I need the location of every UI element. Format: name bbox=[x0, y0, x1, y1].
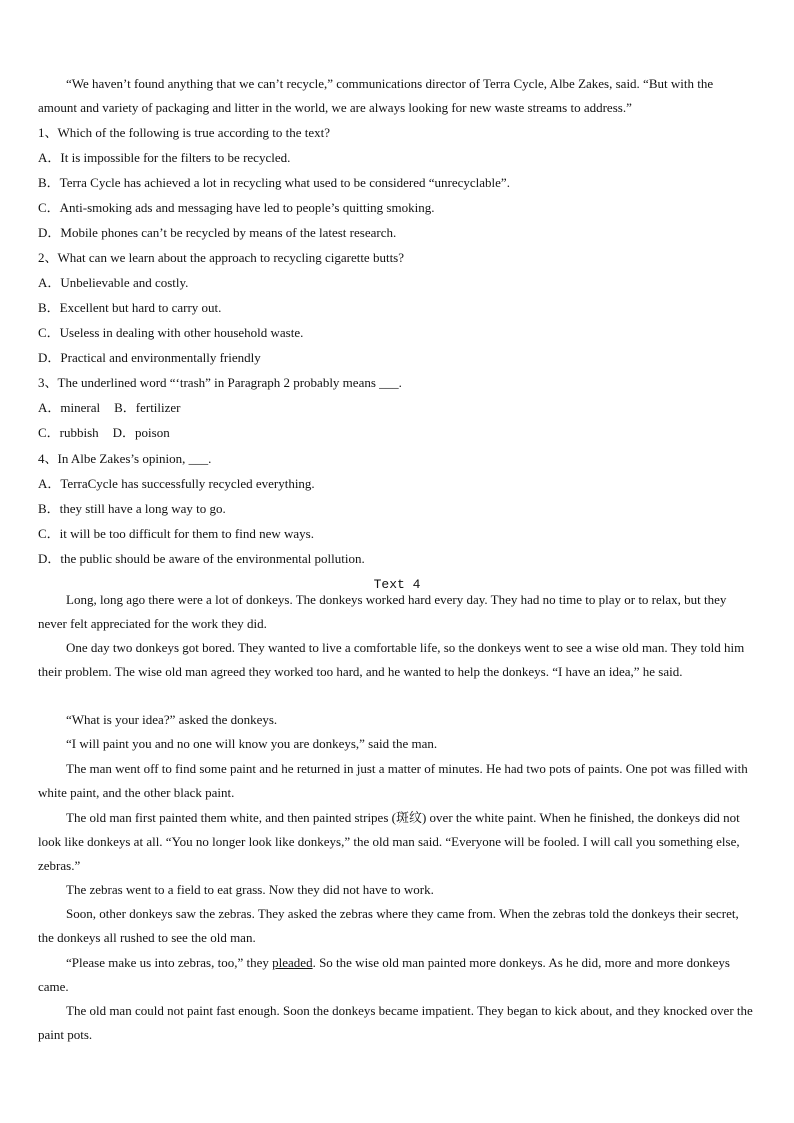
question-4-option-a: A．TerraCycle has successfully recycled everything. bbox=[38, 476, 315, 491]
text-4-paragraph-1: Long, long ago there were a lot of donkeys. The donkeys worked hard every day. They had no time to play or to relax, but they never felt appreciated for the work they did. bbox=[38, 592, 727, 631]
text-4-paragraph-5: The man went off to find some paint and he returned in just a matter of minutes. He had two pots of paints. One pot was filled with white paint, and the other black paint. bbox=[38, 761, 748, 800]
question-3-options-row-1 bbox=[38, 396, 754, 420]
text-4-paragraph-6: The old man first painted them white, and then painted stripes (斑纹) over the white paint. When he finished, the donkeys did not look like donkeys at all. “You no longer look like donkeys,” the old man said. “Everyone will be fooled. I will call you something else, zebras.” bbox=[38, 810, 740, 873]
question-3-options-row-2 bbox=[38, 421, 754, 445]
text-4-paragraph-7: The zebras went to a field to eat grass. Now they did not have to work. bbox=[66, 882, 434, 897]
text-4-heading: Text 4 bbox=[373, 577, 421, 592]
question-2-option-d: D．Practical and environmentally friendly bbox=[38, 350, 261, 365]
question-2-stem: 2、What can we learn about the approach to recycling cigarette butts? bbox=[38, 250, 405, 265]
text-4-paragraph-4: “I will paint you and no one will know you are donkeys,” said the man. bbox=[66, 736, 438, 751]
passage-closing-paragraph: “We haven’t found anything that we can’t recycle,” communications director of Terra Cycle, Albe Zakes, said. “But with the amount and variety of packaging and litter in the world, we are always looking for new waste streams to address.” bbox=[38, 76, 714, 115]
question-1-option-b: B．Terra Cycle has achieved a lot in recycling what used to be considered “unrecyclable”. bbox=[38, 175, 510, 190]
question-2-option-c: C．Useless in dealing with other household waste. bbox=[38, 325, 304, 340]
question-1-option-d: D．Mobile phones can’t be recycled by means of the latest research. bbox=[38, 225, 397, 240]
question-4-option-c: C．it will be too difficult for them to find new ways. bbox=[38, 526, 314, 541]
question-4-option-b: B．they still have a long way to go. bbox=[38, 501, 226, 516]
question-3-option-d: D．poison bbox=[112, 425, 170, 440]
text-4-paragraph-9 bbox=[38, 951, 754, 999]
question-2-option-a: A．Unbelievable and costly. bbox=[38, 275, 189, 290]
text-4-paragraph-2: One day two donkeys got bored. They wanted to live a comfortable life, so the donkeys went to see a wise old man. They told him their problem. The wise old man agreed they worked too hard, and he wanted to help the donkeys. “I have an idea,” he said. bbox=[38, 640, 745, 679]
text-4-paragraph-8: Soon, other donkeys saw the zebras. They asked the zebras where they came from. When the zebras told the donkeys their secret, the donkeys all rushed to see the old man. bbox=[38, 906, 739, 945]
plead-text-before: “Please make us into zebras, too,” they bbox=[66, 955, 273, 970]
question-3-stem: 3、The underlined word “‘trash” in Paragraph 2 probably means ___. bbox=[38, 375, 402, 390]
text-4-paragraph-10: The old man could not paint fast enough. Soon the donkeys became impatient. They began to kick about, and they knocked over the paint pots. bbox=[38, 1003, 753, 1042]
question-1-option-c: C．Anti-smoking ads and messaging have led to people’s quitting smoking. bbox=[38, 200, 435, 215]
question-3-option-a: A．mineral bbox=[38, 400, 101, 415]
text-4-paragraph-3: “What is your idea?” asked the donkeys. bbox=[66, 712, 278, 727]
question-4-stem: 4、In Albe Zakes’s opinion, ___. bbox=[38, 451, 212, 466]
question-4-option-d: D．the public should be aware of the environmental pollution. bbox=[38, 551, 365, 566]
question-3-option-b: B．fertilizer bbox=[114, 400, 181, 415]
question-1-stem: 1、Which of the following is true according to the text? bbox=[38, 125, 331, 140]
underlined-word-pleaded: pleaded bbox=[272, 955, 313, 970]
plead-text-after: . So the wise old man painted more donkeys. As he did, more and more donkeys came. bbox=[38, 955, 730, 994]
question-3-option-c: C．rubbish bbox=[38, 425, 99, 440]
question-2-option-b: B．Excellent but hard to carry out. bbox=[38, 300, 222, 315]
question-1-option-a: A．It is impossible for the filters to be recycled. bbox=[38, 150, 291, 165]
